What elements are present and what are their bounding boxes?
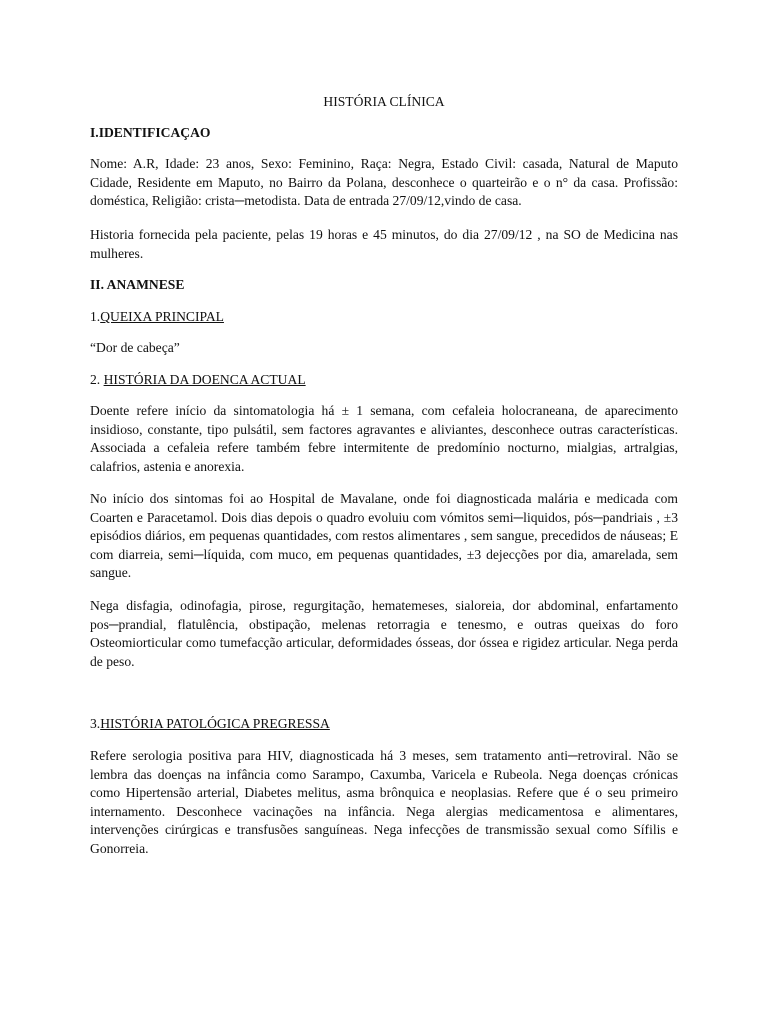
history-source-paragraph: Historia fornecida pela paciente, pelas 19 horas e 45 minutos, do dia 27/09/12 , na SO de Medicina nas mulheres.	[90, 227, 678, 261]
current-illness-heading	[90, 371, 678, 390]
past-history-number: 3.	[90, 716, 101, 731]
past-history-paragraph: Refere serologia positiva para HIV, diagnosticada há 3 meses, sem tratamento anti─retroviral. Não se lembra das doenças na infância como Sarampo, Caxumba, Varicela e Rubeola. Nega doenças crónicas como Hipertensão arterial, Diabetes melitus, asma brônquica e neoplasias. Refere que é o seu primeiro internamento. Desconhece vacinações na infância. Nega alergias medicamentosa e alimentares, intervenções cirúrgicas e transfusões sanguíneas. Nega infecções de transmissão sexual como Sífilis e Gonorreia.	[90, 748, 678, 856]
past-history-heading	[90, 715, 678, 734]
complaint-text: “Dor de cabeça”	[90, 340, 180, 355]
current-illness-paragraph-3: Nega disfagia, odinofagia, pirose, regurgitação, hematemeses, sialoreia, dor abdominal, enfartamento pos─prandial, flatulência, obstipação, melenas retorragia e tenesmo, e outras queixas do foro Osteomiorticular como tumefacção articular, deformidades ósseas, dor óssea e rigidez articular. Nega perda de peso.	[90, 598, 678, 669]
complaint-title: QUEIXA PRINCIPAL	[100, 309, 224, 324]
complaint-heading	[90, 308, 678, 327]
complaint-number: 1.	[90, 309, 101, 324]
current-illness-number: 2.	[90, 372, 104, 387]
current-illness-paragraph-1: Doente refere início da sintomatologia há ± 1 semana, com cefaleia holocraneana, de aparecimento insidioso, constante, tipo pulsátil, sem factores agravantes e aliviantes, desconhece outras características. Associada a cefaleia refere também febre intermitente de predomínio nocturno, mialgias, artralgias, calafrios, astenia e anorexia.	[90, 403, 678, 474]
anamnese-heading: II. ANAMNESE	[90, 277, 185, 292]
identification-heading: I.IDENTIFICAÇAO	[90, 125, 211, 140]
identification-paragraph: Nome: A.R, Idade: 23 anos, Sexo: Feminino, Raça: Negra, Estado Civil: casada, Natural de Maputo Cidade, Residente em Maputo, no Bairro da Polana, desconhece o quarteirão e o n° da casa. Profissão: doméstica, Religião: crista─metodista. Data de entrada 27/09/12,vindo de casa.	[90, 156, 678, 209]
past-history-title: HISTÓRIA PATOLÓGICA PREGRESSA	[100, 716, 330, 731]
current-illness-paragraph-2: No início dos sintomas foi ao Hospital de Mavalane, onde foi diagnosticada malária e medicada com Coarten e Paracetamol. Dois dias depois o quadro evoluiu com vómitos semi─liquidos, pós─pandriais , ±3 episódios diários, em pequenas quantidades, com restos alimentares , sem sangue, precedidos de náuseas; E com diarreia, semi─líquida, com muco, em pequenas quantidades, ±3 dejecções por dia, amarelada, sem sangue.	[90, 491, 678, 581]
current-illness-title: HISTÓRIA DA DOENCA ACTUAL	[103, 372, 306, 387]
document-title: HISTÓRIA CLÍNICA	[323, 94, 445, 109]
